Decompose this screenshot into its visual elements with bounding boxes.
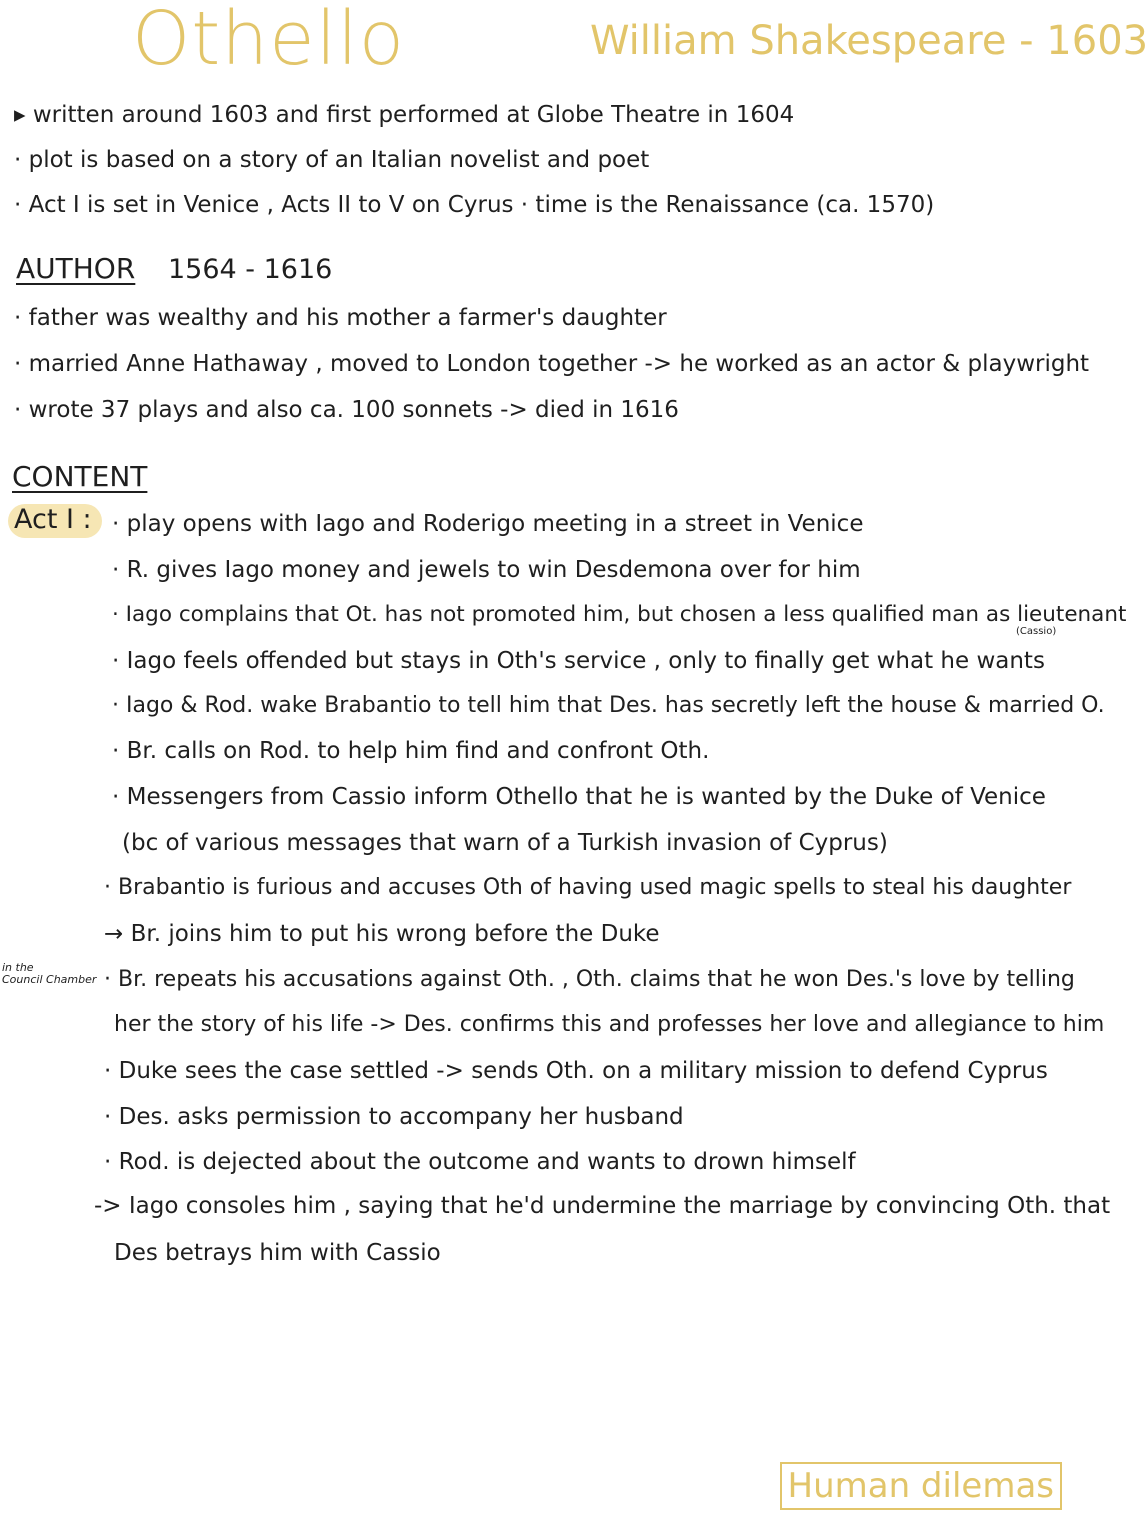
content-line-14: · Des. asks permission to accompany her husband	[104, 1104, 684, 1130]
content-line-9: · Brabantio is furious and accuses Oth of having used magic spells to steal his daughter	[104, 875, 1072, 900]
intro-line-2: · plot is based on a story of an Italian novelist and poet	[14, 147, 650, 173]
content-line-16: -> Iago consoles him , saying that he'd undermine the marriage by convincing Oth. that	[94, 1193, 1111, 1219]
cassio-note: (Cassio)	[1016, 626, 1057, 637]
content-line-15: · Rod. is dejected about the outcome and wants to drown himself	[104, 1149, 856, 1175]
content-line-7: · Messengers from Cassio inform Othello that he is wanted by the Duke of Venice	[112, 784, 1046, 810]
author-line-2: · married Anne Hathaway , moved to London together -> he worked as an actor & playwright	[14, 351, 1090, 377]
author-date-subtitle: William Shakespeare - 1603	[590, 18, 1148, 64]
content-line-12: her the story of his life -> Des. confirms this and professes her love and allegiance to him	[114, 1012, 1105, 1037]
content-line-17: Des betrays him with Cassio	[114, 1240, 441, 1266]
author-years: 1564 - 1616	[168, 254, 333, 285]
content-line-2: · R. gives Iago money and jewels to win Desdemona over for him	[112, 557, 861, 583]
content-heading: CONTENT	[12, 460, 148, 493]
content-line-8: (bc of various messages that warn of a Turkish invasion of Cyprus)	[122, 830, 888, 856]
margin-note	[2, 962, 96, 986]
act-label: Act I :	[14, 504, 92, 535]
margin-note-line-1: in the	[2, 961, 34, 974]
content-line-1: · play opens with Iago and Roderigo meeting in a street in Venice	[112, 511, 864, 537]
intro-line-1: ▸ written around 1603 and first performed at Globe Theatre in 1604	[14, 102, 795, 128]
content-line-11: · Br. repeats his accusations against Oth. , Oth. claims that he won Des.'s love by telling	[104, 967, 1075, 992]
content-line-6: · Br. calls on Rod. to help him find and confront Oth.	[112, 738, 710, 764]
author-line-3: · wrote 37 plays and also ca. 100 sonnets -> died in 1616	[14, 397, 679, 423]
author-line-1: · father was wealthy and his mother a farmer's daughter	[14, 305, 667, 331]
intro-line-3: · Act I is set in Venice , Acts II to V on Cyrus · time is the Renaissance (ca. 1570)	[14, 192, 935, 218]
human-dilemas-badge: Human dilemas	[780, 1462, 1063, 1510]
page-title: Othello	[132, 0, 406, 82]
content-line-4: · Iago feels offended but stays in Oth's service , only to finally get what he wants	[112, 648, 1045, 674]
content-line-3: · Iago complains that Ot. has not promoted him, but chosen a less qualified man as lieutenant	[112, 602, 1127, 627]
content-line-10: → Br. joins him to put his wrong before the Duke	[104, 921, 660, 947]
margin-note-line-2: Council Chamber	[2, 973, 97, 986]
content-line-13: · Duke sees the case settled -> sends Oth. on a military mission to defend Cyprus	[104, 1058, 1048, 1084]
content-line-5: · Iago & Rod. wake Brabantio to tell him that Des. has secretly left the house & married O.	[112, 693, 1105, 718]
author-heading: AUTHOR	[16, 252, 136, 285]
